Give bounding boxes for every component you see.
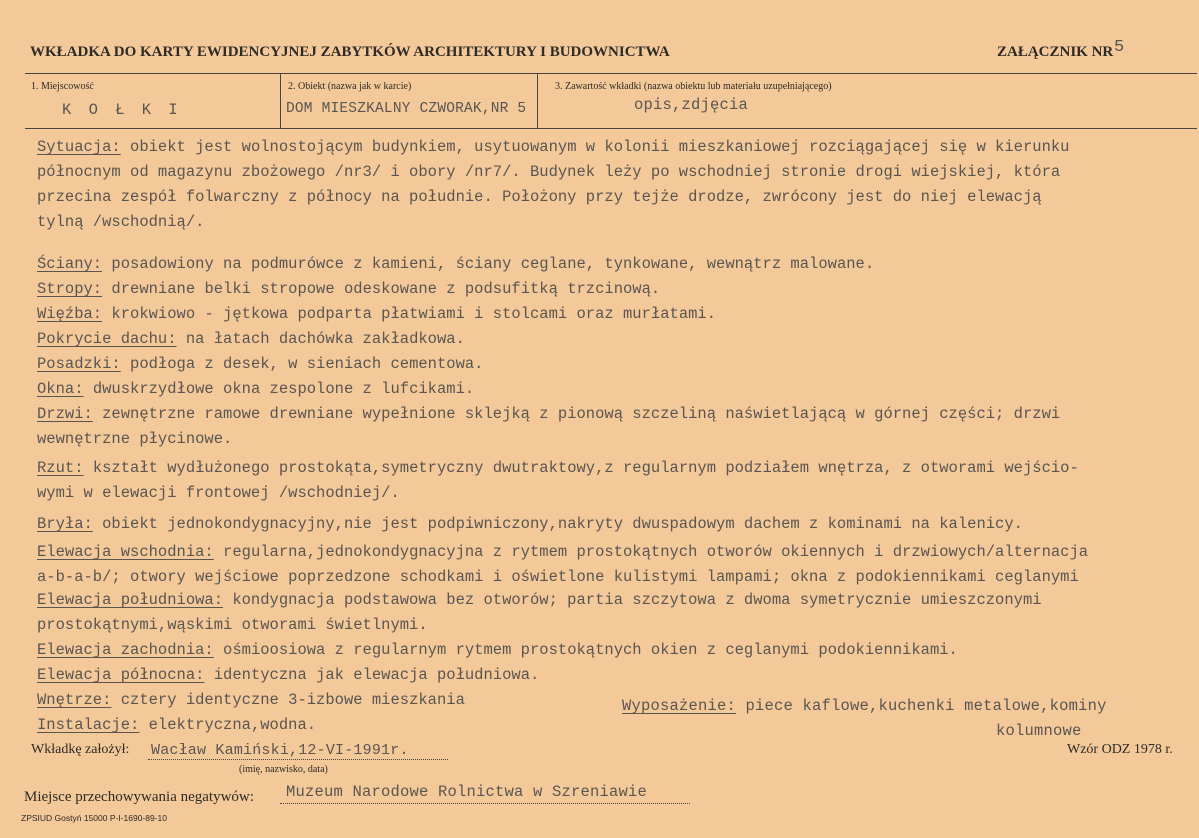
section-label: Pokrycie dachu:	[37, 330, 177, 348]
section-label: Ściany:	[37, 255, 103, 273]
section-line	[37, 280, 660, 298]
header-line	[25, 73, 1197, 74]
section-label: Posadzki:	[37, 355, 121, 373]
section-line	[37, 543, 1088, 561]
section-text: regularna,jednokondygnacyjna z rytmem prostokątnych otworów okiennych i drzwiowych/alternacja	[213, 543, 1089, 561]
section-line	[37, 380, 474, 398]
attachment-number: 5	[1114, 38, 1125, 57]
section-line	[37, 430, 232, 448]
section-label: Stropy:	[37, 280, 103, 298]
form-title: WKŁADKA DO KARTY EWIDENCYJNEJ ZABYTKÓW ARCHITEKTURY I BUDOWNICTWA	[30, 44, 670, 60]
section-label: Rzut:	[37, 459, 84, 477]
locality-label: 1. Miejscowość	[31, 81, 94, 92]
section-line	[37, 515, 1023, 533]
field-divider-2	[537, 73, 538, 128]
section-label: Instalacje:	[37, 716, 140, 734]
section-text: drewniane belki stropowe odeskowane z podsufitką trzcinową.	[102, 280, 661, 298]
section-line	[37, 163, 1060, 181]
section-text: dwuskrzydłowe okna zespolone z lufcikami.	[83, 380, 475, 398]
section-label: Elewacja wschodnia:	[37, 543, 214, 561]
section-line	[37, 138, 1069, 156]
section-text: a-b-a-b/; otwory wejściowe poprzedzone schodkami i oświetlone kulistymi lampami; okna z podokiennikami ceglanymi	[37, 568, 1079, 586]
section-line	[37, 188, 1042, 206]
section-text: prostokątnymi,wąskimi otworami świetlnymi.	[37, 616, 428, 634]
storage-label: Miejsce przechowywania negatywów:	[24, 789, 254, 805]
section-line	[37, 641, 958, 659]
section-label: Elewacja południowa:	[37, 591, 224, 609]
section-text: tylną /wschodnią/.	[37, 213, 205, 231]
section-line	[37, 616, 428, 634]
section-line	[37, 330, 465, 348]
section-text: kształt wydłużonego prostokąta,symetryczny dwutraktowy,z regularnym podziałem wnętrza, z otworami wejścio-	[83, 459, 1079, 477]
section-text: podłoga z desek, w sieniach cementowa.	[120, 355, 484, 373]
section-text: posadowiony na podmurówce z kamieni, ściany ceglane, tynkowane, wewnątrz malowane.	[102, 255, 875, 273]
object-value: DOM MIESZKALNY CZWORAK,NR 5	[286, 101, 527, 117]
section-line	[37, 666, 539, 684]
section-line	[37, 484, 400, 502]
content-label: 3. Zawartość wkładki (nazwa obiektu lub materiału uzupełniającego)	[555, 81, 832, 92]
equipment-text: piece kaflowe,kuchenki metalowe,kominy	[736, 697, 1107, 715]
section-text: północnym od magazynu zbożowego /nr3/ i obory /nr7/. Budynek leży po wschodniej stronie drogi wiejskiej, która	[37, 163, 1061, 181]
section-text: na łatach dachówka zakładkowa.	[176, 330, 465, 348]
storage-dotted-line	[280, 803, 690, 804]
section-label: Okna:	[37, 380, 84, 398]
section-text: kondygnacja podstawowa bez otworów; partia szczytowa z dwoma symetrycznie umieszczonymi	[223, 591, 1042, 609]
section-line	[37, 255, 874, 273]
section-text: identyczna jak elewacja południowa.	[204, 666, 540, 684]
section-line	[37, 568, 1079, 586]
section-label: Sytuacja:	[37, 138, 121, 156]
equipment-label: Wyposażenie:	[622, 697, 737, 715]
equipment-entry	[622, 697, 1107, 715]
author-dotted-line	[148, 759, 448, 760]
author-value: Wacław Kamiński,12-VI-1991r.	[151, 742, 409, 759]
section-line	[37, 213, 204, 231]
section-text: przecina zespół folwarczny z północy na południe. Położony przy tejże drodze, zwrócony jest do niej elewacją	[37, 188, 1042, 206]
author-hint: (imię, nazwisko, data)	[239, 764, 328, 775]
section-text: ośmioosiowa z regularnym rytmem prostokątnych okien z ceglanymi podokiennikami.	[213, 641, 958, 659]
section-line	[37, 691, 465, 709]
section-line	[37, 405, 1060, 423]
section-text: krokwiowo - jętkowa podparta płatwiami i stolcami oraz murłatami.	[102, 305, 717, 323]
section-text: wewnętrzne płycinowe.	[37, 430, 233, 448]
section-text: cztery identyczne 3-izbowe mieszkania	[111, 691, 465, 709]
field-divider-1	[280, 73, 281, 128]
locality-value: K O Ł K I	[62, 101, 182, 119]
section-label: Elewacja zachodnia:	[37, 641, 214, 659]
section-line	[37, 591, 1042, 609]
equipment-text-cont: kolumnowe	[996, 722, 1082, 740]
section-text: obiekt jednokondygnacyjny,nie jest podpiwniczony,nakryty dwuspadowym dachem z kominami na kalenicy.	[92, 515, 1023, 533]
section-line	[37, 305, 716, 323]
author-label: Wkładkę założył:	[31, 742, 130, 757]
section-text: zewnętrzne ramowe drewniane wypełnione sklejką z pionową szczeliną naświetlającą w górnej części; drzwi	[92, 405, 1061, 423]
section-text: obiekt jest wolnostojącym budynkiem, usytuowanym w kolonii mieszkaniowej rozciągającej się w kierunku	[120, 138, 1070, 156]
fields-bottom-line	[25, 128, 1197, 129]
printer-imprint: ZPSIUD Gostyń 15000 P-I-1690-89-10	[21, 813, 167, 823]
section-label: Drzwi:	[37, 405, 93, 423]
section-label: Wnętrze:	[37, 691, 112, 709]
form-reference: Wzór ODZ 1978 r.	[1067, 742, 1173, 757]
section-label: Elewacja północna:	[37, 666, 205, 684]
section-text: elektryczna,wodna.	[139, 716, 317, 734]
section-line	[37, 716, 316, 734]
section-text: wymi w elewacji frontowej /wschodniej/.	[37, 484, 400, 502]
section-label: Bryła:	[37, 515, 93, 533]
content-value: opis,zdjęcia	[634, 96, 749, 114]
section-line	[37, 459, 1079, 477]
section-label: Więźba:	[37, 305, 103, 323]
section-line	[37, 355, 483, 373]
attachment-label: ZAŁĄCZNIK NR	[997, 44, 1114, 60]
storage-value: Muzeum Narodowe Rolnictwa w Szreniawie	[286, 783, 648, 801]
object-label: 2. Obiekt (nazwa jak w karcie)	[288, 81, 412, 92]
